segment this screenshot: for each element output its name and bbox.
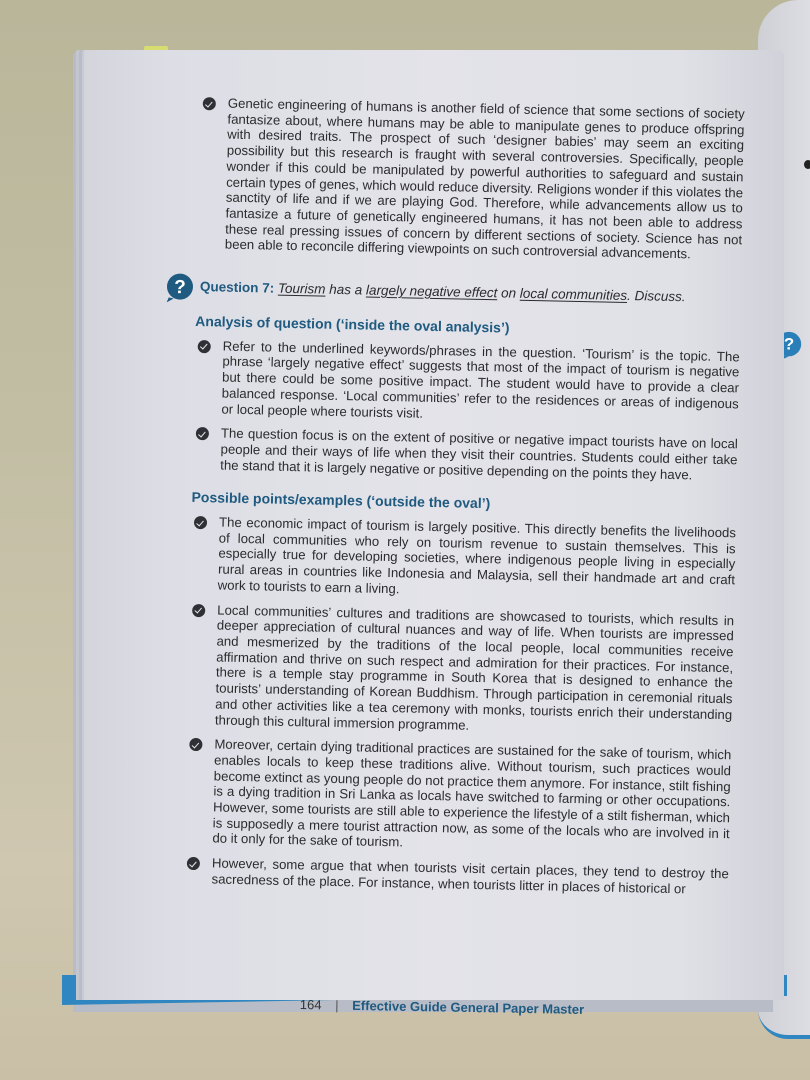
analysis-bullet <box>192 425 738 484</box>
check-circle-icon <box>196 427 209 440</box>
point-bullet <box>183 855 729 898</box>
point-bullet <box>190 514 737 604</box>
question-text: . Discuss. <box>626 288 686 305</box>
keyword-tourism: Tourism <box>277 280 326 297</box>
bullet-text: The economic impact of tourism is largely positive. This directly benefits the livelihoods of local communities who rely on tourism revenue to sustain themselves. This is especially true for developing societies, where indigenous people living in especially rural areas in countries like Indonesia and Malaysia, sell their handmade art and craft work to tourists to earn a living. <box>217 514 737 597</box>
analysis-heading: Analysis of question (‘inside the oval analysis’) <box>195 312 510 336</box>
page-number: 164 <box>299 997 322 1013</box>
bullet-text: Moreover, certain dying traditional practices are sustained for the sake of tourism, which enables locals to keep these traditions alive. Without tourism, such practices would become extinct as young people do not practice them anymore. For instance, stilt fishing is a dying tradition in Sri Lanka as locals have switched to farming or other occupations. However, some tourists are still able to experience the lifestyle of a stilt fisherman, which is supposedly a mere tourist attraction now, as some of the locals who are involved in it do it only for the sake of tourism. <box>212 736 732 850</box>
check-circle-icon <box>203 97 216 110</box>
point-bullet <box>184 736 731 857</box>
bullet-genetic-engineering <box>197 95 745 263</box>
points-heading: Possible points/examples (‘outside the oval’) <box>191 489 491 512</box>
svg-text:?: ? <box>783 334 795 354</box>
bullet-text: Genetic engineering of humans is another field of science that some sections of society fantasize about, where humans may be able to manipulate genes to produce offspring with desired traits. The prospect of such ‘designer babies’ may seem an exciting possibility but this research is fraught with several controversies. Specifically, people wonder if this could be manipulated by powerful authorities to safeguard and sustain certain types of genes, which would reduce diversity. Religions wonder if this violates the sanctity of life and if we are playing God. Therefore, while advancements allow us to fantasize a future of genetically engineered humans, it has not been able to address these real pressing issues of concern by different sections of society. Science has not been able to reconcile differing viewpoints on such controversial advancements. <box>224 95 745 262</box>
check-circle-icon <box>194 516 207 529</box>
question-heading <box>164 277 741 307</box>
bullet-text: Local communities’ cultures and traditions are showcased to tourists, which results in deeper appreciation of cultural nuances and way of life. When tourists are impressed and mesmerized by the traditions of the local people, local communities receive affirmation and thrive on such respect and admiration for their practices. For instance, there is a temple stay programme in South Korea that is designed to enhance the tourists’ understanding of Korean Buddhism. Through participation in ceremonial rituals and other activities like a tea ceremony with monks, tourists enrich their understanding through this cultural immersion programme. <box>214 602 735 733</box>
check-circle-icon <box>189 738 202 751</box>
check-circle-icon <box>198 340 211 353</box>
keyword-local-communities: local communities <box>519 285 628 304</box>
analysis-bullet <box>193 338 740 428</box>
page-content <box>173 95 745 907</box>
bullet-fragment-icon <box>804 160 810 169</box>
book-title: Effective Guide General Paper Master <box>352 997 585 1017</box>
question-text: on <box>497 285 521 301</box>
bullet-text: The question focus is on the extent of positive or negative impact tourists have on local people and their ways of life when they visit their countries. Students could either take the stand that it is largely negative or positive depending on the points they have. <box>220 425 738 483</box>
question-bubble-icon <box>164 271 197 304</box>
points-section <box>183 490 736 897</box>
question-text: has a <box>325 281 367 298</box>
bullet-text: However, some argue that when tourists visit certain places, they tend to destroy the sacredness of the place. For instance, when tourists litter in places of historical or <box>211 855 729 897</box>
check-circle-icon <box>187 857 200 870</box>
point-bullet <box>187 601 735 738</box>
check-circle-icon <box>192 604 205 617</box>
keyword-largely-negative-effect: largely negative effect <box>365 282 498 301</box>
footer-separator: | <box>335 997 339 1013</box>
question-label: Question 7: <box>199 279 275 296</box>
bullet-text: Refer to the underlined keywords/phrases in the question. ‘Tourism’ is the topic. The phrase ‘largely negative effect’ suggests that most of the impact of tourism is negative but there could be some positive impact. The student would have to provide a clear balanced response. ‘Local communities’ refer to the residences or areas of indigenous or local people where tourists visit. <box>221 338 740 421</box>
svg-text:?: ? <box>173 277 186 299</box>
analysis-section <box>192 314 740 484</box>
